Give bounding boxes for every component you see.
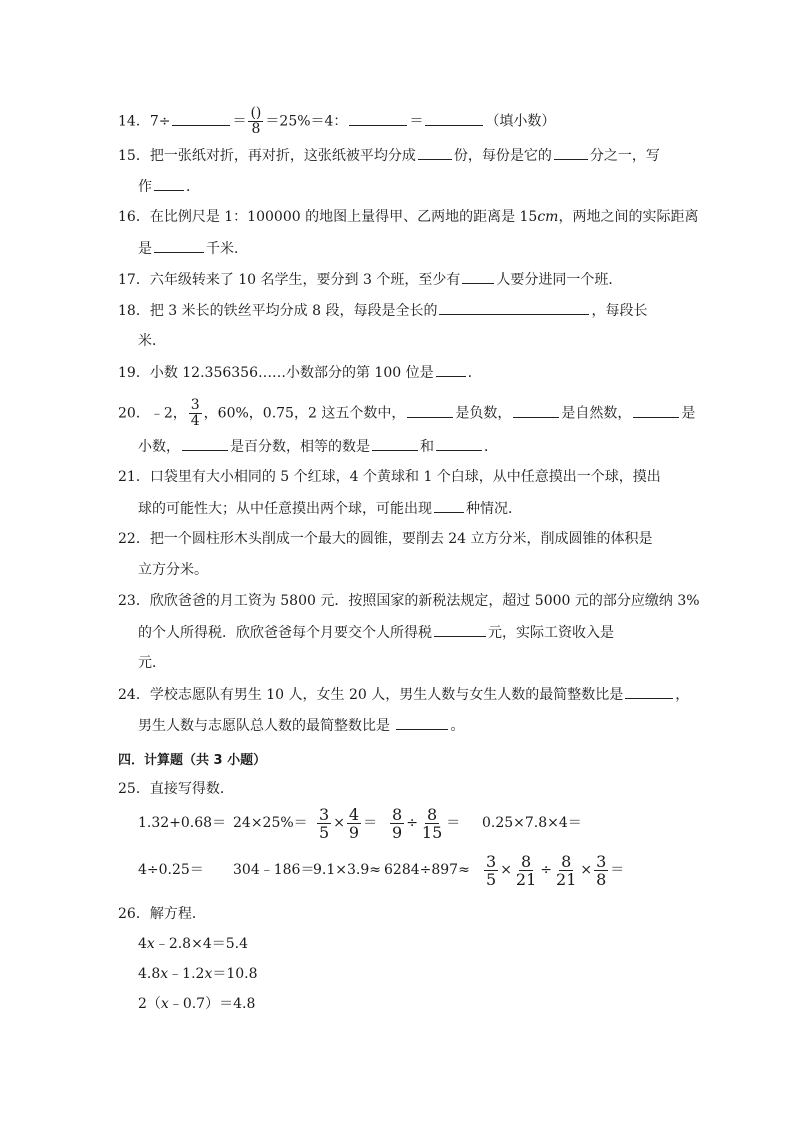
- question-22: 22．把一个圆柱形木头削成一个最大的圆锥，要削去 24 立方分米，削成圆锥的体积是: [118, 531, 653, 547]
- question-16-cont: 是 千米．: [138, 238, 248, 259]
- question-24: 24．学校志愿队有男生 10 人，女生 20 人，男生人数与女生人数的最简整数比是 ，: [118, 684, 678, 705]
- equation-1: 4x﹣2.8×4＝5.4: [138, 936, 248, 952]
- fraction: $\frac{3}{4}$: [190, 397, 200, 429]
- calc-item: 24×25%＝: [233, 815, 308, 831]
- question-19: 19．小数 12.356356……小数部分的第 100 位是 .: [118, 362, 678, 383]
- calc-item: 304﹣186＝: [233, 862, 315, 878]
- answer-blank[interactable]: [434, 498, 464, 513]
- calc-item: 0.25×7.8×4＝: [482, 815, 582, 831]
- question-15: 15．把一张纸对折，再对折，这张纸被平均分成 份，每份是它的 分之一，写: [118, 145, 678, 166]
- answer-blank[interactable]: [154, 176, 184, 191]
- answer-blank[interactable]: [462, 269, 494, 284]
- question-26: 26．解方程．: [118, 906, 206, 922]
- question-17: 17．六年级转来了 10 名学生，要分到 3 个班，至少有 人要分进同一个班．: [118, 269, 678, 290]
- question-16: 16．在比例尺是 1：100000 的地图上量得甲、乙两地的距离是 15cm，两地之间的实际距离: [118, 209, 699, 225]
- question-15-cont: 作 ．: [138, 176, 200, 197]
- question-23-cont2: 元．: [138, 655, 166, 671]
- calc-item: $\frac{8}{9}$ ÷ $\frac{8}{15}$ ＝: [392, 804, 461, 842]
- question-24-cont: 男生人数与志愿队总人数的最简整数比是 。: [138, 715, 464, 736]
- question-number: 16．: [118, 209, 150, 225]
- answer-blank[interactable]: [434, 622, 486, 637]
- answer-blank[interactable]: [436, 436, 482, 451]
- question-18-cont: 米．: [138, 333, 166, 349]
- question-number: 22．: [118, 531, 150, 547]
- answer-blank[interactable]: [625, 684, 673, 699]
- answer-blank[interactable]: [349, 111, 407, 126]
- question-number: 17．: [118, 272, 150, 288]
- answer-blank[interactable]: [396, 715, 448, 730]
- question-number: 20．: [118, 405, 150, 422]
- answer-blank[interactable]: [182, 436, 228, 451]
- answer-blank[interactable]: [418, 145, 452, 160]
- question-21: 21．口袋里有大小相同的 5 个红球，4 个黄球和 1 个白球，从中任意摸出一个球，摸出: [118, 469, 661, 485]
- question-18: 18．把 3 米长的铁丝平均分成 8 段，每段是全长的 ，每段长: [118, 300, 678, 321]
- answer-blank[interactable]: [436, 362, 466, 377]
- question-23: 23．欣欣爸爸的月工资为 5800 元．按照国家的新税法规定，超过 5000 元的部分应缴纳 3%: [118, 593, 700, 609]
- question-number: 25．: [118, 781, 150, 797]
- equation-2: 4.8x﹣1.2x＝10.8: [138, 966, 258, 982]
- fraction: $\frac{()}{8}$: [250, 105, 262, 137]
- answer-blank[interactable]: [633, 403, 679, 418]
- question-25: 25．直接写得数．: [118, 781, 234, 797]
- answer-blank[interactable]: [513, 403, 559, 418]
- question-number: 23．: [118, 593, 150, 609]
- question-22-cont: 立方分米。: [138, 562, 208, 578]
- calc-item: $\frac{3}{5}$ × $\frac{8}{21}$ ÷ $\frac{8}{21}$ × $\frac{3}{8}$ ＝: [486, 851, 625, 889]
- question-number: 14．: [118, 113, 150, 130]
- calc-item: 9.1×3.9≈: [313, 862, 381, 878]
- answer-blank[interactable]: [425, 111, 483, 126]
- question-23-cont: 的个人所得税．欣欣爸爸每个月要交个人所得税 元，实际工资收入是: [138, 622, 614, 643]
- answer-blank[interactable]: [372, 436, 418, 451]
- calc-item: 1.32+0.68＝: [138, 815, 227, 831]
- calc-item: $\frac{3}{5}$ × $\frac{4}{9}$ ＝: [319, 804, 378, 842]
- answer-blank[interactable]: [407, 403, 453, 418]
- answer-blank[interactable]: [439, 300, 589, 315]
- question-number: 18．: [118, 303, 150, 319]
- calc-item: 6284÷897≈: [384, 862, 470, 878]
- calc-item: 4÷0.25＝: [138, 862, 204, 878]
- section-heading: 四．计算题（共 3 小题）: [118, 753, 267, 768]
- answer-blank[interactable]: [172, 111, 230, 126]
- question-14: 14．7÷ ＝ $\frac{()}{8}$ ＝25%＝4： ＝ （填小数）: [118, 105, 556, 137]
- question-20: 20．﹣2， $\frac{3}{4}$ ，60%，0.75，2 这五个数中， 是负数， 是自然数， 是: [118, 397, 696, 429]
- question-21-cont: 球的可能性大；从中任意摸出两个球，可能出现 种情况．: [138, 498, 522, 519]
- question-number: 19．: [118, 365, 150, 381]
- answer-blank[interactable]: [554, 145, 588, 160]
- question-number: 15．: [118, 148, 150, 164]
- question-number: 26．: [118, 906, 150, 922]
- question-20-cont: 小数， 是百分数，相等的数是 和 ．: [138, 436, 498, 457]
- question-number: 21．: [118, 469, 150, 485]
- equation-3: 2（x﹣0.7）＝4.8: [138, 996, 256, 1012]
- question-number: 24．: [118, 687, 150, 703]
- answer-blank[interactable]: [154, 238, 204, 253]
